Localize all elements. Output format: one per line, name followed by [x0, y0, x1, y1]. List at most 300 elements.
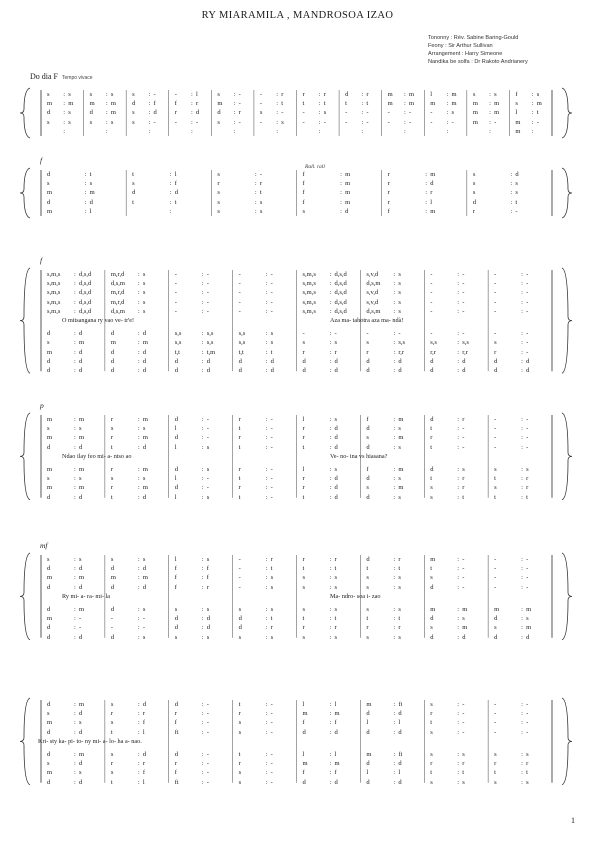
solfa-note: s — [398, 443, 401, 451]
rall-annotation: Rall. rall — [305, 164, 325, 170]
solfa-note: fi — [398, 701, 403, 708]
solfa-note: m — [142, 416, 148, 423]
beat-separator: : — [329, 728, 332, 736]
solfa-note: m — [78, 751, 84, 758]
solfa-note: t — [494, 769, 496, 777]
solfa-note: m — [110, 109, 116, 117]
beat-separator: : — [521, 280, 523, 288]
beat-separator: : — [521, 633, 523, 641]
beat-separator: : — [403, 127, 406, 135]
beat-separator: : — [393, 434, 396, 442]
solfa-note: s — [430, 624, 433, 632]
solfa-note: s — [526, 751, 529, 758]
solfa-note: d — [174, 416, 178, 423]
solfa-note: t — [270, 348, 273, 356]
beat-separator: : — [137, 556, 140, 563]
beat-separator: : — [403, 91, 406, 98]
solfa-note: s — [78, 425, 82, 433]
solfa-note: t,m — [206, 348, 216, 356]
solfa-note: s — [472, 91, 476, 98]
beat-separator: : — [137, 719, 140, 727]
solfa-note: s,m,s — [47, 280, 61, 288]
credit-line: Arrangement : Harry Simeone — [428, 51, 503, 57]
solfa-note: r — [462, 760, 465, 768]
solfa-note: d — [132, 189, 136, 197]
voice-row — [0, 357, 595, 366]
solfa-note: t — [430, 565, 433, 573]
solfa-note: s,s — [398, 339, 405, 347]
solfa-note: s — [270, 633, 274, 641]
solfa-note: d — [78, 583, 83, 591]
solfa-note: - — [494, 710, 497, 718]
beat-separator: : — [393, 565, 396, 573]
beat-separator: : — [191, 109, 193, 117]
beat-separator: : — [265, 556, 268, 563]
beat-separator: : — [137, 348, 140, 356]
beat-separator: : — [318, 91, 321, 98]
solfa-note: d — [78, 633, 83, 641]
beat-separator: : — [329, 606, 332, 613]
solfa-note: t — [270, 565, 273, 573]
beat-separator: : — [393, 760, 396, 768]
solfa-note: m — [366, 701, 372, 708]
beat-separator: : — [393, 443, 396, 451]
voice-row — [0, 424, 595, 433]
beat-separator: : — [329, 475, 332, 483]
solfa-note: s — [398, 425, 401, 433]
solfa-note: m — [345, 180, 351, 188]
solfa-note: m — [78, 574, 84, 582]
solfa-note: m — [217, 100, 223, 108]
beat-separator: : — [265, 466, 268, 473]
beat-separator: : — [521, 583, 523, 591]
beat-separator: : — [521, 271, 523, 278]
beat-separator: : — [137, 307, 140, 315]
solfa-note: - — [270, 271, 273, 278]
beat-separator: : — [137, 434, 140, 442]
solfa-note: - — [206, 289, 209, 297]
solfa-note: d — [494, 357, 498, 365]
beat-separator: : — [137, 760, 140, 768]
solfa-note: s — [89, 118, 93, 126]
beat-separator: : — [457, 466, 459, 473]
beat-separator: : — [63, 127, 66, 135]
solfa-note: - — [408, 118, 412, 126]
solfa-note: m — [515, 118, 521, 126]
solfa-note: s — [68, 109, 71, 117]
solfa-note: s — [494, 484, 497, 492]
beat-separator: : — [446, 91, 449, 98]
beat-separator: : — [329, 760, 332, 768]
beat-separator: : — [265, 778, 268, 786]
voice-row — [0, 778, 595, 787]
voice-row — [0, 298, 595, 307]
solfa-note: t — [110, 493, 113, 501]
solfa-note: s — [398, 493, 401, 501]
solfa-note: r — [142, 710, 145, 718]
solfa-note: - — [526, 719, 529, 727]
solfa-note: m — [142, 574, 148, 582]
beat-separator: : — [329, 330, 332, 338]
solfa-note: fi — [174, 778, 179, 786]
beat-separator: : — [446, 118, 449, 126]
voice-row — [0, 279, 595, 288]
beat-separator: : — [233, 127, 236, 135]
voice-row — [0, 728, 595, 737]
solfa-note: - — [270, 760, 273, 768]
solfa-note: m — [430, 606, 436, 613]
solfa-note: r — [281, 91, 284, 98]
voice-row — [0, 623, 595, 632]
beat-separator: : — [201, 330, 204, 338]
solfa-note: - — [142, 624, 145, 632]
beat-separator: : — [521, 606, 523, 613]
beat-separator: : — [393, 701, 396, 708]
solfa-note: f — [302, 171, 305, 178]
beat-separator: : — [63, 118, 66, 126]
solfa-note: - — [334, 330, 337, 338]
solfa-note: - — [462, 710, 465, 718]
solfa-note: d — [366, 493, 370, 501]
solfa-note: s — [334, 633, 337, 641]
solfa-note: m — [472, 109, 478, 117]
solfa-note: s,s — [238, 330, 246, 338]
beat-separator: : — [521, 425, 523, 433]
solfa-note: s — [238, 719, 242, 727]
solfa-note: - — [430, 271, 433, 278]
beat-separator: : — [73, 416, 76, 423]
solfa-note: d — [366, 475, 370, 483]
solfa-note: s — [110, 425, 114, 433]
solfa-note: s — [430, 574, 433, 582]
solfa-note: f — [206, 574, 209, 582]
solfa-note: d — [526, 367, 530, 374]
solfa-note: r — [302, 348, 305, 356]
beat-separator: : — [521, 475, 523, 483]
beat-separator: : — [457, 615, 459, 623]
solfa-note: s — [270, 339, 274, 347]
solfa-note: - — [494, 728, 497, 736]
beat-separator: : — [201, 574, 204, 582]
beat-separator: : — [265, 719, 268, 727]
solfa-note: - — [78, 624, 82, 632]
beat-separator: : — [521, 357, 523, 365]
solfa-note: s — [430, 493, 433, 501]
solfa-note: s — [47, 425, 50, 433]
solfa-note: r — [430, 760, 433, 768]
solfa-note: l — [366, 769, 369, 777]
solfa-note: s — [462, 751, 465, 758]
solfa-note: - — [366, 109, 369, 117]
beat-separator: : — [329, 556, 332, 563]
voice-row — [0, 90, 595, 99]
solfa-note: s — [217, 198, 220, 206]
beat-separator: : — [265, 425, 268, 433]
beat-separator: : — [393, 606, 396, 613]
solfa-note: - — [174, 280, 177, 288]
solfa-note: - — [526, 574, 529, 582]
solfa-note: - — [526, 434, 529, 442]
beat-separator: : — [73, 751, 76, 758]
solfa-note: m — [462, 606, 468, 613]
beat-separator: : — [201, 484, 204, 492]
solfa-note: s — [78, 475, 82, 483]
beat-separator: : — [531, 127, 534, 135]
beat-separator: : — [137, 574, 140, 582]
solfa-note: d — [334, 434, 338, 442]
solfa-note: r — [238, 710, 241, 718]
solfa-note: r — [174, 760, 177, 768]
solfa-note: - — [238, 298, 241, 306]
solfa-note: - — [345, 118, 348, 126]
beat-separator: : — [457, 298, 459, 306]
solfa-note: d — [110, 367, 115, 374]
solfa-note: s — [142, 606, 146, 613]
solfa-note: m — [142, 434, 148, 442]
solfa-note: l — [196, 91, 198, 98]
solfa-note: - — [494, 271, 497, 278]
solfa-note: d,s,d — [334, 280, 347, 288]
beat-separator: : — [265, 280, 268, 288]
solfa-note: d — [398, 728, 402, 736]
solfa-note: f — [366, 466, 369, 473]
solfa-note: - — [526, 416, 529, 423]
solfa-note: d,s,m — [110, 280, 125, 288]
solfa-note: t — [430, 425, 433, 433]
solfa-note: d,s,d — [334, 307, 347, 315]
solfa-note: s — [142, 298, 146, 306]
solfa-note: r — [302, 91, 305, 98]
beat-separator: : — [329, 298, 332, 306]
beat-separator: : — [73, 778, 76, 786]
solfa-note: - — [462, 583, 465, 591]
beat-separator: : — [265, 330, 268, 338]
beat-separator: : — [457, 633, 459, 641]
solfa-note: d,s,d — [78, 298, 92, 306]
solfa-note: m — [398, 434, 404, 442]
solfa-note: t — [334, 615, 337, 623]
solfa-note: d — [462, 633, 466, 641]
solfa-note: t — [238, 475, 241, 483]
voice-row — [0, 493, 595, 502]
solfa-note: - — [366, 330, 369, 338]
beat-separator: : — [393, 751, 396, 758]
beat-separator: : — [63, 100, 66, 108]
beat-separator: : — [201, 701, 204, 708]
solfa-note: t — [302, 443, 305, 451]
solfa-note: m — [430, 207, 436, 215]
solfa-note: m — [78, 484, 84, 492]
solfa-note: t — [334, 565, 337, 573]
beat-separator: : — [457, 493, 459, 501]
solfa-note: s — [238, 728, 242, 736]
beat-separator: : — [393, 574, 396, 582]
solfa-note: d — [78, 330, 83, 338]
beat-separator: : — [201, 583, 204, 591]
beat-separator: : — [457, 271, 459, 278]
solfa-note: - — [526, 280, 529, 288]
solfa-note: s — [142, 307, 146, 315]
solfa-note: d — [110, 606, 115, 613]
solfa-note: s — [430, 484, 433, 492]
solfa-note: - — [462, 565, 465, 573]
solfa-note: - — [526, 348, 529, 356]
beat-separator: : — [329, 583, 332, 591]
beat-separator: : — [393, 466, 396, 473]
solfa-note: d — [398, 760, 402, 768]
solfa-note: - — [238, 574, 241, 582]
solfa-note: s,m,s — [302, 271, 316, 278]
solfa-note: r — [259, 180, 263, 188]
solfa-note: - — [494, 701, 497, 708]
solfa-note: t — [270, 615, 273, 623]
solfa-note: s,m,s — [302, 289, 316, 297]
solfa-note: s — [366, 484, 369, 492]
solfa-note: d — [47, 624, 51, 632]
solfa-note: r — [238, 434, 241, 442]
solfa-note: r — [494, 348, 497, 356]
solfa-note: - — [270, 778, 273, 786]
solfa-note: t — [430, 719, 433, 727]
solfa-note: - — [536, 118, 539, 126]
beat-separator: : — [73, 493, 76, 501]
solfa-note: d,s,d — [334, 289, 347, 297]
solfa-note: r — [334, 624, 337, 632]
solfa-note: - — [174, 118, 177, 126]
solfa-note: r — [472, 207, 475, 215]
beat-separator: : — [329, 434, 332, 442]
solfa-note: - — [206, 710, 209, 718]
beat-separator: : — [201, 633, 204, 641]
beat-separator: : — [265, 307, 268, 315]
voice-row — [0, 127, 595, 136]
solfa-note: - — [259, 118, 263, 126]
solfa-note: - — [526, 728, 529, 736]
solfa-note: m — [334, 760, 340, 768]
solfa-note: t — [462, 769, 464, 777]
solfa-note: r — [398, 624, 401, 632]
beat-separator: : — [276, 91, 279, 98]
score-system — [0, 541, 595, 646]
solfa-note: - — [526, 289, 529, 297]
beat-separator: : — [329, 565, 332, 573]
solfa-note: d — [334, 493, 338, 501]
beat-separator: : — [521, 484, 523, 492]
beat-separator: : — [137, 583, 140, 591]
solfa-note: d — [526, 357, 530, 365]
beat-separator: : — [393, 298, 396, 306]
solfa-note: - — [366, 118, 369, 126]
beat-separator: : — [510, 180, 513, 188]
beat-separator: : — [105, 118, 108, 126]
solfa-note: m — [47, 466, 53, 473]
beat-separator: : — [201, 728, 204, 736]
solfa-note: s — [334, 574, 337, 582]
solfa-note: d — [174, 357, 178, 365]
solfa-note: - — [142, 615, 145, 623]
solfa-note: r — [174, 710, 177, 718]
solfa-note: t — [302, 615, 305, 623]
solfa-note: t — [345, 100, 347, 108]
solfa-note: d — [110, 583, 115, 591]
voice-row — [0, 483, 595, 492]
beat-separator: : — [521, 701, 523, 708]
solfa-note: m — [345, 189, 351, 197]
beat-separator: : — [393, 416, 396, 423]
solfa-note: - — [494, 289, 497, 297]
solfa-note: d — [494, 367, 498, 374]
solfa-note: r — [526, 760, 529, 768]
beat-separator: : — [457, 280, 459, 288]
solfa-note: - — [153, 118, 156, 126]
beat-separator: : — [329, 280, 332, 288]
solfa-note: t — [302, 100, 305, 108]
solfa-note: s — [472, 180, 476, 188]
beat-separator: : — [137, 493, 140, 501]
solfa-note: r — [430, 434, 433, 442]
solfa-note: d — [430, 633, 434, 641]
solfa-note: l — [334, 751, 337, 758]
beat-separator: : — [201, 475, 204, 483]
solfa-note: s — [174, 606, 178, 613]
beat-separator: : — [191, 100, 193, 108]
beat-separator: : — [73, 367, 76, 374]
solfa-note: d — [334, 443, 338, 451]
solfa-note: m — [345, 198, 351, 206]
beat-separator: : — [148, 91, 151, 98]
solfa-note: m — [408, 100, 415, 108]
solfa-note: s — [110, 719, 114, 727]
beat-separator: : — [521, 615, 523, 623]
solfa-note: l — [142, 778, 145, 786]
voice-row — [0, 759, 595, 768]
solfa-note: d — [174, 189, 178, 197]
solfa-note: - — [206, 434, 209, 442]
beat-separator: : — [457, 583, 459, 591]
solfa-note: d — [47, 751, 51, 758]
solfa-note: s — [302, 633, 306, 641]
solfa-note: t — [366, 100, 369, 108]
solfa-note: r — [110, 760, 114, 768]
solfa-note: f — [174, 180, 177, 188]
beat-separator: : — [510, 189, 513, 197]
voice-row — [0, 443, 595, 452]
beat-separator: : — [393, 280, 396, 288]
solfa-note: - — [270, 434, 273, 442]
solfa-note: r — [238, 416, 241, 423]
solfa-note: s — [132, 118, 135, 126]
solfa-note: d — [142, 493, 147, 501]
beat-separator: : — [425, 207, 428, 215]
solfa-note: d — [366, 710, 370, 718]
beat-separator: : — [137, 271, 140, 278]
solfa-note: t — [526, 493, 528, 501]
solfa-note: t — [238, 493, 241, 501]
solfa-note: l — [302, 751, 305, 758]
solfa-note: d — [47, 583, 51, 591]
solfa-note: r — [110, 484, 114, 492]
solfa-note: d — [174, 624, 178, 632]
dynamic-marking: mf — [40, 541, 48, 550]
solfa-note: t — [110, 728, 113, 736]
solfa-note: - — [526, 298, 529, 306]
solfa-note: d — [494, 615, 498, 623]
solfa-note: d,s,d — [78, 307, 92, 315]
solfa-note: - — [451, 118, 454, 126]
beat-separator: : — [329, 466, 332, 473]
solfa-note: - — [238, 583, 241, 591]
solfa-note: s — [78, 769, 82, 777]
